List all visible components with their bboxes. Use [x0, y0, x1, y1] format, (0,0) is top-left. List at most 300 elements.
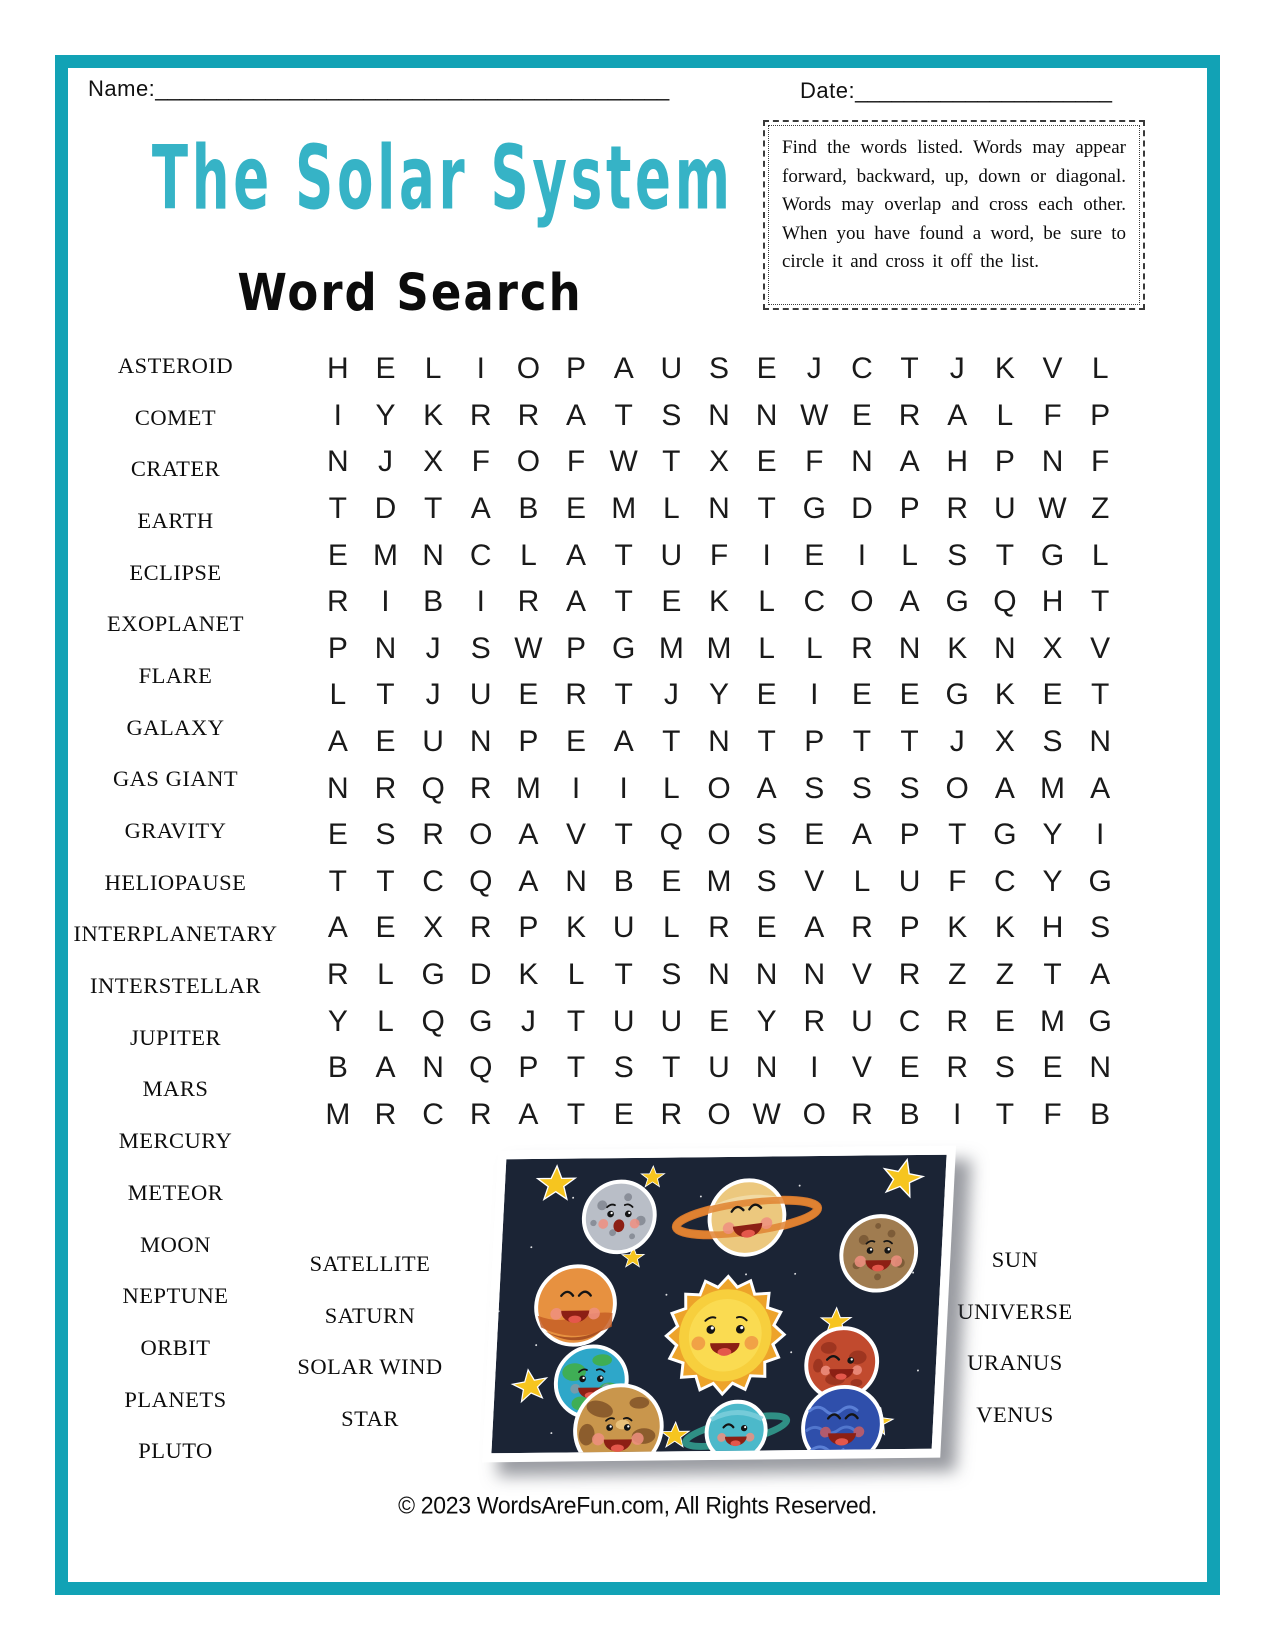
- grid-cell-r15-c13: C: [898, 1004, 921, 1038]
- grid-cell-r10-c8: L: [663, 771, 680, 805]
- grid-cell-r15-c12: U: [851, 1004, 873, 1038]
- grid-cell-r13-c12: R: [851, 911, 873, 945]
- date-field: [800, 78, 1112, 104]
- grid-cell-r14-c8: S: [661, 957, 682, 991]
- grid-cell-r3-c9: X: [708, 445, 729, 479]
- grid-cell-r5-c11: E: [804, 538, 825, 572]
- grid-cell-r4-c1: T: [328, 492, 347, 526]
- grid-cell-r5-c14: S: [947, 538, 968, 572]
- word-list-bottom-left: [260, 1238, 480, 1445]
- grid-cell-r9-c16: S: [1042, 724, 1063, 758]
- grid-cell-r15-c1: Y: [327, 1004, 348, 1038]
- grid-cell-r4-c5: B: [518, 492, 539, 526]
- grid-cell-r8-c2: T: [376, 678, 395, 712]
- grid-cell-r11-c10: S: [756, 818, 777, 852]
- grid-cell-r8-c1: L: [329, 678, 347, 712]
- grid-cell-r3-c15: P: [994, 445, 1015, 479]
- grid-cell-r1-c4: I: [476, 352, 485, 386]
- grid-cell-r7-c12: R: [851, 631, 873, 665]
- grid-cell-r7-c13: N: [898, 631, 921, 665]
- word-bottom-left-3: SOLAR WIND: [297, 1354, 443, 1380]
- grid-cell-r14-c17: A: [1090, 957, 1111, 991]
- grid-cell-r4-c3: T: [423, 492, 443, 526]
- grid-cell-r11-c3: R: [422, 818, 444, 852]
- grid-cell-r7-c9: M: [706, 631, 732, 665]
- grid-cell-r4-c10: T: [757, 492, 776, 526]
- grid-cell-r13-c3: X: [423, 911, 444, 945]
- grid-cell-r16-c14: R: [946, 1051, 969, 1085]
- grid-cell-r6-c9: K: [708, 585, 729, 619]
- grid-cell-r15-c8: U: [660, 1004, 683, 1038]
- grid-cell-r7-c2: N: [374, 631, 397, 665]
- grid-cell-r8-c8: J: [663, 678, 679, 712]
- grid-cell-r7-c7: G: [612, 631, 636, 665]
- grid-cell-r15-c9: E: [708, 1004, 729, 1038]
- grid-cell-r15-c2: L: [377, 1004, 394, 1038]
- grid-cell-r2-c11: W: [800, 398, 829, 432]
- grid-cell-r3-c7: W: [609, 445, 638, 479]
- grid-cell-r15-c11: R: [803, 1004, 826, 1038]
- grid-cell-r14-c6: L: [567, 957, 585, 991]
- grid-cell-r11-c1: E: [327, 818, 348, 852]
- grid-cell-r9-c10: T: [757, 724, 776, 758]
- grid-cell-r6-c12: O: [850, 585, 874, 619]
- word-left-20: ORBIT: [140, 1334, 211, 1360]
- grid-cell-r11-c11: E: [804, 818, 825, 852]
- grid-cell-r12-c7: B: [613, 864, 634, 898]
- grid-cell-r9-c7: A: [613, 724, 634, 758]
- grid-cell-r4-c12: D: [851, 492, 873, 526]
- grid-cell-r16-c7: S: [613, 1051, 634, 1085]
- instructions-box: [763, 120, 1145, 310]
- grid-cell-r16-c13: E: [899, 1051, 920, 1085]
- grid-cell-r9-c14: J: [949, 724, 965, 758]
- grid-cell-r14-c10: N: [755, 957, 778, 991]
- grid-cell-r3-c10: E: [756, 445, 777, 479]
- grid-cell-r2-c16: F: [1043, 398, 1062, 432]
- word-bottom-right-3: URANUS: [967, 1350, 1063, 1376]
- grid-cell-r12-c9: M: [706, 864, 732, 898]
- word-left-5: ECLIPSE: [129, 559, 222, 585]
- grid-cell-r13-c9: R: [708, 911, 730, 945]
- grid-cell-r17-c14: I: [953, 1097, 962, 1131]
- grid-cell-r8-c12: E: [851, 678, 872, 712]
- instructions-text: Find the words listed. Words may appear forward, backward, up, down or diagonal. Words may overlap and cross each other. When you have found a word, be sure to circle it and cross it off the list.: [768, 125, 1140, 305]
- grid-cell-r17-c12: R: [851, 1097, 873, 1131]
- grid-cell-r1-c8: U: [660, 352, 683, 386]
- grid-cell-r14-c11: N: [803, 957, 826, 991]
- grid-cell-r14-c13: R: [898, 957, 921, 991]
- grid-cell-r5-c3: N: [422, 538, 444, 572]
- page-title: The Solar System: [151, 128, 734, 231]
- grid-cell-r12-c5: A: [518, 864, 539, 898]
- grid-cell-r13-c17: S: [1090, 911, 1111, 945]
- grid-cell-r5-c2: M: [372, 538, 398, 572]
- grid-cell-r9-c17: N: [1089, 724, 1111, 758]
- grid-cell-r12-c10: S: [756, 864, 777, 898]
- grid-cell-r9-c1: A: [327, 724, 348, 758]
- grid-cell-r17-c10: W: [752, 1097, 781, 1131]
- grid-cell-r6-c4: I: [476, 585, 485, 619]
- grid-cell-r1-c3: L: [424, 352, 442, 386]
- grid-cell-r7-c10: L: [758, 631, 775, 665]
- grid-cell-r6-c15: Q: [993, 585, 1017, 619]
- grid-cell-r17-c11: O: [802, 1097, 826, 1131]
- grid-cell-r1-c5: O: [516, 352, 541, 386]
- grid-cell-r9-c8: T: [662, 724, 681, 758]
- grid-cell-r9-c6: E: [566, 724, 587, 758]
- word-left-3: CRATER: [130, 456, 221, 482]
- grid-cell-r8-c3: J: [425, 678, 441, 712]
- grid-cell-r10-c3: Q: [421, 771, 445, 805]
- grid-cell-r3-c8: T: [662, 445, 681, 479]
- grid-cell-r16-c2: A: [375, 1051, 396, 1085]
- grid-cell-r10-c15: A: [994, 771, 1015, 805]
- grid-cell-r12-c4: Q: [469, 864, 493, 898]
- word-bottom-right-2: UNIVERSE: [957, 1298, 1073, 1324]
- grid-cell-r9-c11: P: [804, 724, 825, 758]
- grid-cell-r5-c10: I: [762, 538, 771, 572]
- grid-cell-r15-c7: U: [612, 1004, 635, 1038]
- grid-cell-r4-c8: L: [663, 492, 680, 526]
- grid-cell-r2-c5: R: [517, 398, 540, 432]
- word-left-22: PLUTO: [138, 1438, 213, 1464]
- grid-cell-r10-c12: S: [851, 771, 872, 805]
- grid-cell-r3-c14: H: [946, 445, 969, 479]
- grid-cell-r2-c2: Y: [375, 398, 396, 432]
- grid-cell-r12-c11: V: [804, 864, 825, 898]
- grid-cell-r8-c4: U: [469, 678, 492, 712]
- grid-cell-r8-c16: E: [1042, 678, 1063, 712]
- grid-cell-r4-c16: W: [1038, 492, 1067, 526]
- grid-cell-r8-c10: E: [756, 678, 777, 712]
- grid-cell-r14-c4: D: [469, 957, 492, 991]
- grid-cell-r17-c13: B: [899, 1097, 920, 1131]
- word-left-10: GRAVITY: [124, 818, 227, 844]
- grid-cell-r14-c7: T: [614, 957, 633, 991]
- grid-cell-r15-c4: G: [469, 1004, 493, 1038]
- grid-cell-r7-c16: X: [1042, 631, 1063, 665]
- grid-cell-r10-c17: A: [1090, 771, 1111, 805]
- grid-cell-r8-c5: E: [518, 678, 539, 712]
- grid-cell-r16-c15: S: [994, 1051, 1015, 1085]
- grid-cell-r17-c3: C: [422, 1097, 444, 1131]
- grid-cell-r1-c7: A: [613, 352, 634, 386]
- word-left-21: PLANETS: [124, 1386, 227, 1412]
- grid-cell-r17-c16: F: [1043, 1097, 1062, 1131]
- grid-cell-r12-c1: T: [328, 864, 347, 898]
- grid-cell-r3-c3: X: [423, 445, 444, 479]
- grid-cell-r3-c11: F: [805, 445, 824, 479]
- word-left-1: ASTEROID: [117, 352, 234, 378]
- grid-cell-r13-c1: A: [327, 911, 348, 945]
- grid-cell-r10-c16: M: [1040, 771, 1066, 805]
- grid-cell-r11-c4: O: [469, 818, 493, 852]
- grid-cell-r16-c5: P: [518, 1051, 539, 1085]
- grid-cell-r15-c17: G: [1088, 1004, 1112, 1038]
- grid-cell-r12-c3: C: [422, 864, 444, 898]
- grid-cell-r16-c6: T: [566, 1051, 586, 1085]
- grid-cell-r1-c6: P: [566, 352, 587, 386]
- moon-icon: [582, 1181, 656, 1252]
- grid-cell-r14-c12: V: [851, 957, 872, 991]
- word-bottom-right-4: VENUS: [976, 1401, 1054, 1427]
- grid-cell-r5-c6: A: [566, 538, 587, 572]
- grid-cell-r2-c13: R: [898, 398, 921, 432]
- word-left-16: MERCURY: [118, 1128, 233, 1154]
- grid-cell-r6-c10: L: [758, 585, 775, 619]
- name-blank-line: __________________________________________: [155, 76, 670, 101]
- grid-cell-r11-c16: Y: [1042, 818, 1063, 852]
- name-label: Name:: [88, 76, 156, 101]
- word-left-12: INTERPLANETARY: [73, 921, 278, 947]
- word-left-13: INTERSTELLAR: [90, 973, 261, 999]
- grid-cell-r16-c17: N: [1089, 1051, 1111, 1085]
- word-left-9: GAS GIANT: [112, 766, 239, 792]
- grid-cell-r12-c14: F: [948, 864, 967, 898]
- grid-cell-r16-c12: V: [851, 1051, 872, 1085]
- word-left-4: EARTH: [137, 507, 214, 533]
- grid-cell-r7-c4: S: [470, 631, 491, 665]
- title-block: [130, 128, 734, 323]
- word-bottom-left-2: SATURN: [324, 1302, 416, 1328]
- grid-cell-r13-c13: P: [899, 911, 920, 945]
- grid-cell-r6-c3: B: [423, 585, 444, 619]
- grid-cell-r13-c6: K: [566, 911, 587, 945]
- grid-cell-r7-c14: K: [947, 631, 968, 665]
- grid-cell-r8-c14: G: [945, 678, 969, 712]
- grid-cell-r17-c17: B: [1090, 1097, 1111, 1131]
- grid-cell-r4-c7: M: [611, 492, 637, 526]
- grid-cell-r5-c4: C: [469, 538, 492, 572]
- grid-cell-r6-c11: C: [803, 585, 826, 619]
- grid-cell-r5-c7: T: [614, 538, 633, 572]
- grid-cell-r5-c5: L: [520, 538, 537, 572]
- grid-cell-r14-c9: N: [708, 957, 730, 991]
- grid-cell-r14-c14: Z: [948, 957, 967, 991]
- grid-cell-r11-c12: A: [851, 818, 872, 852]
- word-left-14: JUPITER: [129, 1024, 221, 1050]
- grid-cell-r11-c6: V: [566, 818, 587, 852]
- grid-cell-r17-c15: T: [995, 1097, 1015, 1131]
- grid-cell-r8-c7: T: [614, 678, 633, 712]
- grid-cell-r7-c17: V: [1090, 631, 1111, 665]
- grid-cell-r7-c11: L: [805, 631, 823, 665]
- grid-cell-r15-c16: M: [1040, 1004, 1066, 1038]
- grid-cell-r3-c16: N: [1041, 445, 1064, 479]
- grid-cell-r17-c4: R: [469, 1097, 492, 1131]
- grid-cell-r6-c16: H: [1041, 585, 1064, 619]
- grid-cell-r1-c10: E: [756, 352, 777, 386]
- grid-cell-r2-c3: K: [423, 398, 444, 432]
- grid-cell-r8-c13: E: [899, 678, 920, 712]
- grid-cell-r15-c10: Y: [756, 1004, 777, 1038]
- grid-cell-r16-c16: E: [1042, 1051, 1063, 1085]
- grid-cell-r4-c9: N: [708, 492, 730, 526]
- grid-cell-r14-c15: Z: [995, 957, 1015, 991]
- grid-cell-r12-c2: T: [376, 864, 395, 898]
- word-left-2: COMET: [134, 404, 217, 430]
- grid-cell-r17-c6: T: [566, 1097, 586, 1131]
- grid-cell-r2-c10: N: [755, 398, 778, 432]
- grid-cell-r9-c12: T: [852, 724, 872, 758]
- grid-cell-r3-c1: N: [326, 445, 349, 479]
- grid-cell-r1-c9: S: [708, 352, 729, 386]
- grid-cell-r2-c4: R: [469, 398, 492, 432]
- grid-cell-r6-c13: A: [899, 585, 920, 619]
- grid-cell-r11-c2: S: [375, 818, 396, 852]
- grid-cell-r2-c8: S: [661, 398, 682, 432]
- word-bottom-left-4: STAR: [341, 1405, 399, 1431]
- grid-cell-r9-c2: E: [375, 724, 396, 758]
- grid-cell-r17-c1: M: [325, 1097, 351, 1131]
- grid-cell-r10-c4: R: [469, 771, 492, 805]
- grid-cell-r11-c15: G: [993, 818, 1017, 852]
- grid-cell-r4-c17: Z: [1091, 492, 1110, 526]
- grid-cell-r6-c8: E: [661, 585, 682, 619]
- grid-cell-r10-c9: O: [707, 771, 731, 805]
- grid-cell-r16-c1: B: [327, 1051, 348, 1085]
- grid-cell-r16-c3: N: [422, 1051, 444, 1085]
- word-left-8: GALAXY: [126, 714, 225, 740]
- grid-cell-r10-c10: A: [756, 771, 777, 805]
- grid-cell-r4-c13: P: [899, 492, 920, 526]
- grid-cell-r11-c5: A: [518, 818, 539, 852]
- grid-cell-r9-c13: T: [900, 724, 919, 758]
- grid-cell-r7-c6: P: [566, 631, 587, 665]
- grid-cell-r16-c11: I: [810, 1051, 819, 1085]
- grid-cell-r7-c15: N: [994, 631, 1016, 665]
- grid-cell-r16-c4: Q: [469, 1051, 493, 1085]
- grid-cell-r6-c14: G: [945, 585, 969, 619]
- grid-cell-r10-c13: S: [899, 771, 920, 805]
- grid-cell-r8-c11: I: [810, 678, 819, 712]
- grid-cell-r12-c8: E: [661, 864, 682, 898]
- grid-cell-r4-c6: E: [566, 492, 587, 526]
- word-bottom-right-1: SUN: [991, 1246, 1039, 1272]
- grid-cell-r12-c13: U: [898, 864, 921, 898]
- grid-cell-r2-c1: I: [333, 398, 342, 432]
- copyright-footer: © 2023 WordsAreFun.com, All Rights Reserved.: [398, 1491, 877, 1519]
- grid-cell-r10-c11: S: [804, 771, 825, 805]
- grid-cell-r5-c12: I: [857, 538, 867, 572]
- grid-cell-r6-c6: A: [566, 585, 587, 619]
- grid-cell-r17-c5: A: [518, 1097, 539, 1131]
- grid-cell-r14-c16: T: [1043, 957, 1062, 991]
- grid-cell-r13-c8: L: [663, 911, 680, 945]
- grid-cell-r6-c17: T: [1091, 585, 1110, 619]
- grid-cell-r17-c9: O: [707, 1097, 731, 1131]
- grid-cell-r4-c15: U: [994, 492, 1016, 526]
- grid-cell-r11-c9: O: [707, 818, 731, 852]
- grid-cell-r12-c17: G: [1088, 864, 1112, 898]
- date-label: Date:: [800, 78, 856, 103]
- grid-cell-r5-c15: T: [995, 538, 1015, 572]
- page-subtitle: Word Search: [237, 262, 583, 323]
- grid-cell-r5-c17: L: [1091, 538, 1109, 572]
- grid-cell-r7-c1: P: [327, 631, 348, 665]
- date-blank-line: _____________________: [855, 78, 1113, 103]
- grid-cell-r13-c14: K: [947, 911, 968, 945]
- grid-cell-r12-c15: C: [994, 864, 1016, 898]
- grid-cell-r14-c3: G: [421, 957, 445, 991]
- grid-cell-r17-c2: R: [374, 1097, 397, 1131]
- grid-cell-r15-c3: Q: [421, 1004, 445, 1038]
- grid-cell-r2-c6: A: [566, 398, 587, 432]
- grid-cell-r1-c17: L: [1091, 352, 1109, 386]
- grid-cell-r11-c17: I: [1096, 818, 1105, 852]
- mercury-icon: [839, 1216, 917, 1291]
- grid-cell-r9-c3: U: [422, 724, 444, 758]
- grid-cell-r8-c15: K: [994, 678, 1015, 712]
- grid-cell-r11-c7: T: [614, 818, 633, 852]
- grid-cell-r14-c5: K: [518, 957, 539, 991]
- grid-cell-r9-c5: P: [518, 724, 539, 758]
- word-left-19: NEPTUNE: [122, 1283, 229, 1309]
- grid-cell-r17-c7: E: [613, 1097, 634, 1131]
- grid-cell-r14-c2: L: [377, 957, 394, 991]
- grid-cell-r5-c13: L: [901, 538, 918, 572]
- grid-cell-r13-c7: U: [612, 911, 635, 945]
- grid-cell-r6-c1: R: [326, 585, 349, 619]
- grid-cell-r10-c6: I: [571, 771, 581, 805]
- grid-cell-r16-c10: N: [755, 1051, 778, 1085]
- word-left-18: MOON: [140, 1231, 211, 1257]
- grid-cell-r11-c13: P: [899, 818, 920, 852]
- grid-cell-r6-c2: I: [381, 585, 390, 619]
- grid-cell-r16-c8: T: [662, 1051, 681, 1085]
- word-left-6: EXOPLANET: [107, 611, 244, 637]
- grid-cell-r2-c14: A: [947, 398, 968, 432]
- grid-cell-r15-c6: T: [566, 1004, 586, 1038]
- grid-cell-r13-c15: K: [994, 911, 1015, 945]
- grid-cell-r7-c5: W: [514, 631, 543, 665]
- grid-cell-r15-c14: R: [946, 1004, 969, 1038]
- grid-cell-r1-c11: J: [806, 352, 822, 386]
- grid-cell-r4-c2: D: [374, 492, 397, 526]
- grid-cell-r15-c15: E: [994, 1004, 1015, 1038]
- grid-cell-r13-c2: E: [375, 911, 396, 945]
- grid-cell-r1-c15: K: [994, 352, 1015, 386]
- solar-system-illustration: [482, 1146, 956, 1463]
- word-left-7: FLARE: [138, 662, 213, 688]
- grid-cell-r3-c12: N: [851, 445, 873, 479]
- grid-cell-r3-c2: J: [377, 445, 393, 479]
- grid-cell-r13-c11: A: [804, 911, 825, 945]
- grid-cell-r10-c7: I: [619, 771, 628, 805]
- grid-cell-r5-c1: E: [327, 538, 348, 572]
- grid-cell-r13-c5: P: [518, 911, 539, 945]
- name-field: [88, 76, 669, 102]
- grid-cell-r2-c9: N: [708, 398, 730, 432]
- grid-cell-r6-c5: R: [517, 585, 540, 619]
- grid-cell-r4-c11: G: [802, 492, 826, 526]
- grid-cell-r1-c1: H: [326, 352, 349, 386]
- grid-cell-r11-c14: T: [948, 818, 967, 852]
- grid-cell-r10-c2: R: [374, 771, 397, 805]
- grid-cell-r5-c16: G: [1040, 538, 1065, 572]
- grid-cell-r13-c16: H: [1041, 911, 1064, 945]
- grid-cell-r10-c1: N: [326, 771, 349, 805]
- grid-cell-r2-c7: T: [614, 398, 633, 432]
- grid-cell-r3-c17: F: [1091, 445, 1110, 479]
- letter-grid: [314, 346, 1124, 1138]
- grid-cell-r3-c5: O: [516, 445, 541, 479]
- grid-cell-r13-c4: R: [469, 911, 492, 945]
- grid-cell-r3-c4: F: [471, 445, 490, 479]
- grid-cell-r7-c8: M: [658, 631, 684, 665]
- grid-cell-r4-c4: A: [470, 492, 491, 526]
